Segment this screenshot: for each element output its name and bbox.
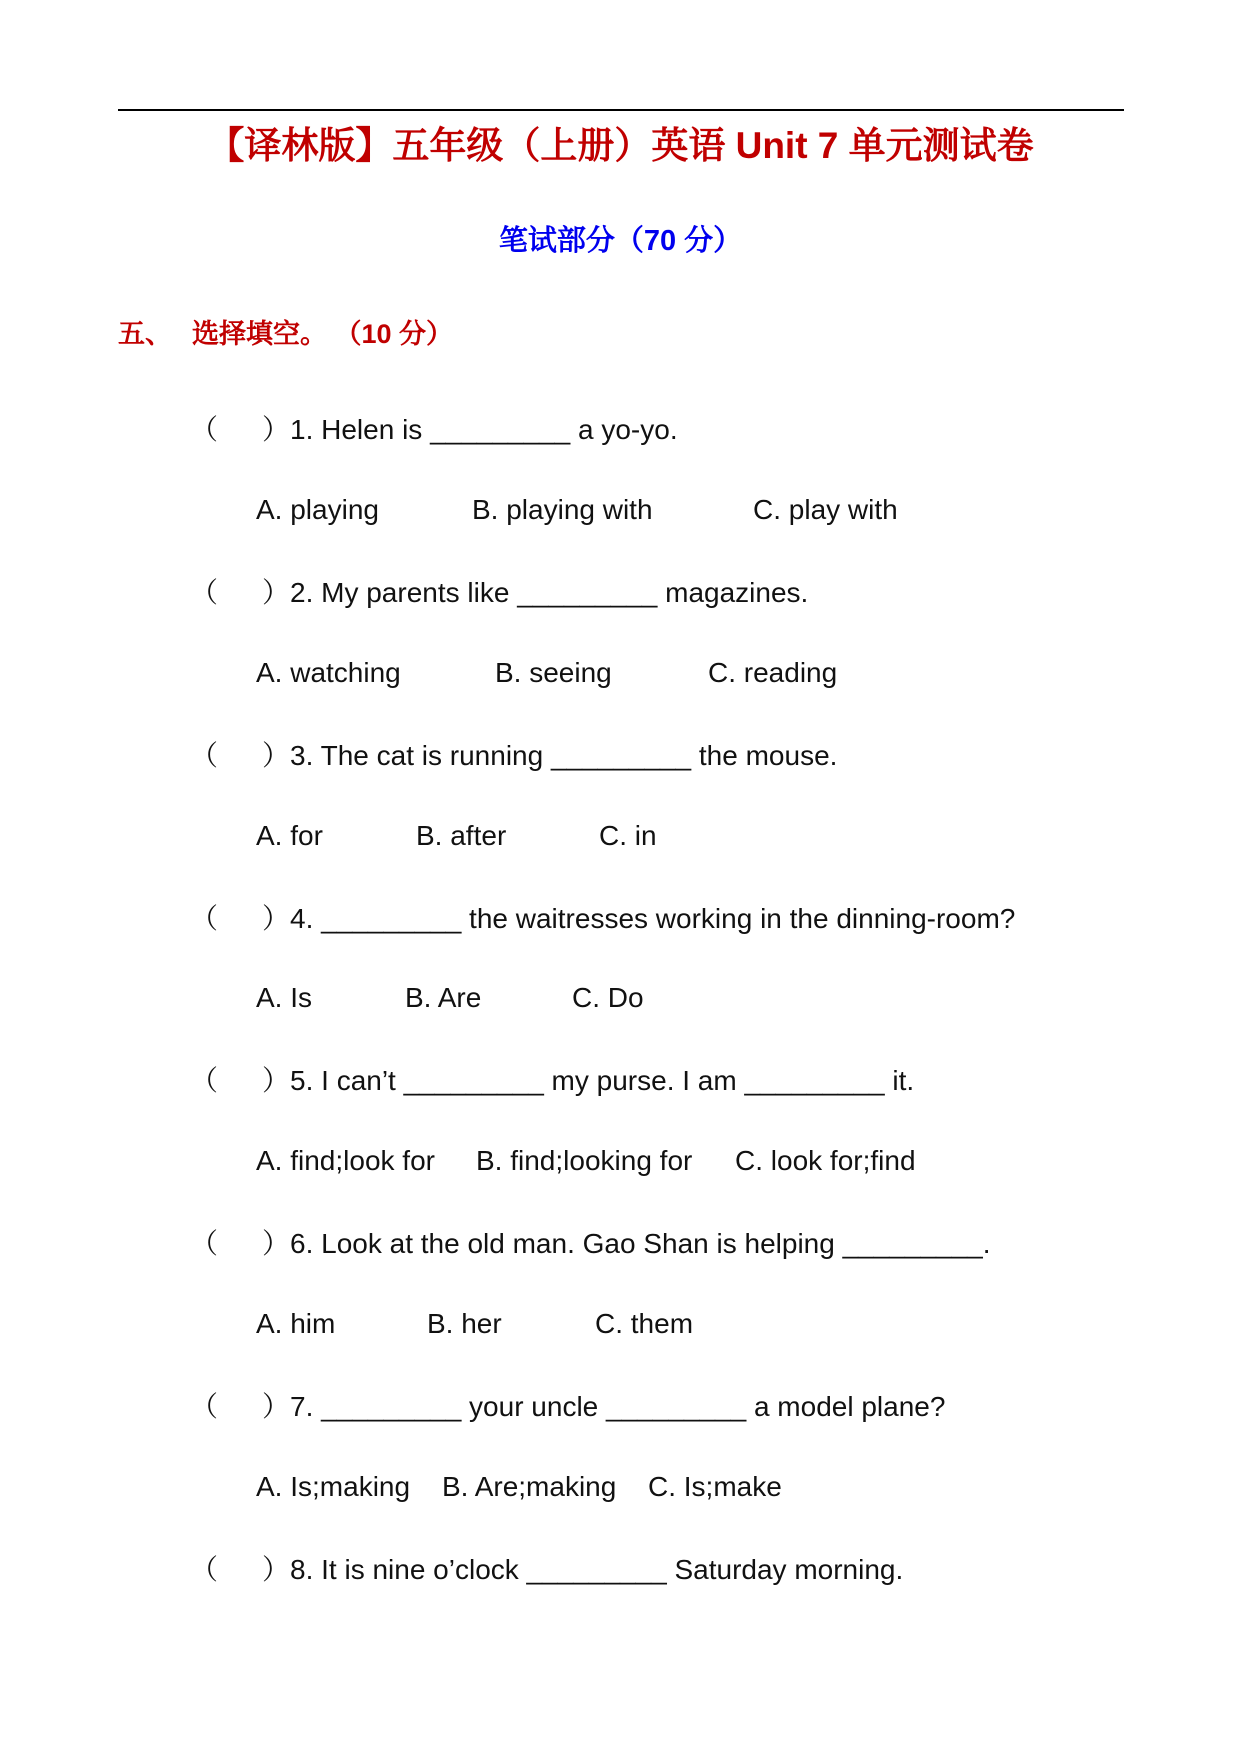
option-c: C. Is;make bbox=[648, 1471, 782, 1502]
header-rule bbox=[118, 109, 1124, 111]
answer-paren: （ bbox=[190, 1065, 219, 1096]
option-c: C. look for;find bbox=[735, 1145, 916, 1176]
option-a: A. him bbox=[256, 1308, 336, 1339]
answer-paren: （ bbox=[190, 577, 219, 608]
option-a: A. Is;making bbox=[256, 1471, 411, 1502]
question-6 bbox=[190, 1226, 991, 1262]
page-subtitle: 笔试部分（70 分） bbox=[498, 225, 743, 257]
option-c: C. Do bbox=[572, 982, 644, 1013]
option-a: A. for bbox=[256, 820, 323, 851]
page-title: 【译林版】五年级（上册）英语 Unit 7 单元测试卷 bbox=[207, 125, 1034, 166]
option-a: A. find;look for bbox=[256, 1145, 435, 1176]
option-c: C. play with bbox=[753, 494, 898, 525]
question-2 bbox=[190, 575, 808, 611]
option-b: B. playing with bbox=[472, 494, 653, 525]
question-1 bbox=[190, 412, 678, 448]
option-b: B. Are;making bbox=[442, 1471, 617, 1502]
option-b: B. seeing bbox=[495, 657, 612, 688]
question-7 bbox=[190, 1389, 945, 1425]
option-b: B. find;looking for bbox=[476, 1145, 693, 1176]
question-text: ）7. _________ your uncle _________ a model plane? bbox=[262, 1391, 946, 1422]
option-a: A. playing bbox=[256, 494, 379, 525]
question-text: ）1. Helen is _________ a yo-yo. bbox=[262, 414, 678, 445]
option-b: B. after bbox=[416, 820, 507, 851]
question-5 bbox=[190, 1063, 914, 1099]
option-b: B. her bbox=[427, 1308, 502, 1339]
question-text: ）5. I can’t _________ my purse. I am _________ it. bbox=[262, 1065, 915, 1096]
answer-paren: （ bbox=[190, 414, 219, 445]
question-text: ）4. _________ the waitresses working in the dinning-room? bbox=[262, 903, 1016, 934]
option-c: C. them bbox=[595, 1308, 694, 1339]
answer-paren: （ bbox=[190, 740, 219, 771]
answer-paren: （ bbox=[190, 903, 219, 934]
section-heading-text: 选择填空。 （10 分） bbox=[192, 319, 454, 349]
answer-paren: （ bbox=[190, 1391, 219, 1422]
option-b: B. Are bbox=[405, 982, 482, 1013]
question-text: ）3. The cat is running _________ the mouse. bbox=[262, 740, 838, 771]
option-c: C. in bbox=[599, 820, 657, 851]
option-a: A. Is bbox=[256, 982, 313, 1013]
section-number: 五、 bbox=[118, 319, 172, 349]
answer-paren: （ bbox=[190, 1554, 219, 1585]
question-4 bbox=[190, 901, 1015, 937]
question-8 bbox=[190, 1552, 903, 1588]
answer-paren: （ bbox=[190, 1228, 219, 1259]
option-a: A. watching bbox=[256, 657, 401, 688]
question-text: ）8. It is nine o’clock _________ Saturday morning. bbox=[262, 1554, 904, 1585]
option-c: C. reading bbox=[708, 657, 838, 688]
question-text: ）6. Look at the old man. Gao Shan is helping _________. bbox=[262, 1228, 991, 1259]
question-3 bbox=[190, 738, 837, 774]
question-text: ）2. My parents like _________ magazines. bbox=[262, 577, 809, 608]
section-heading bbox=[118, 316, 453, 352]
